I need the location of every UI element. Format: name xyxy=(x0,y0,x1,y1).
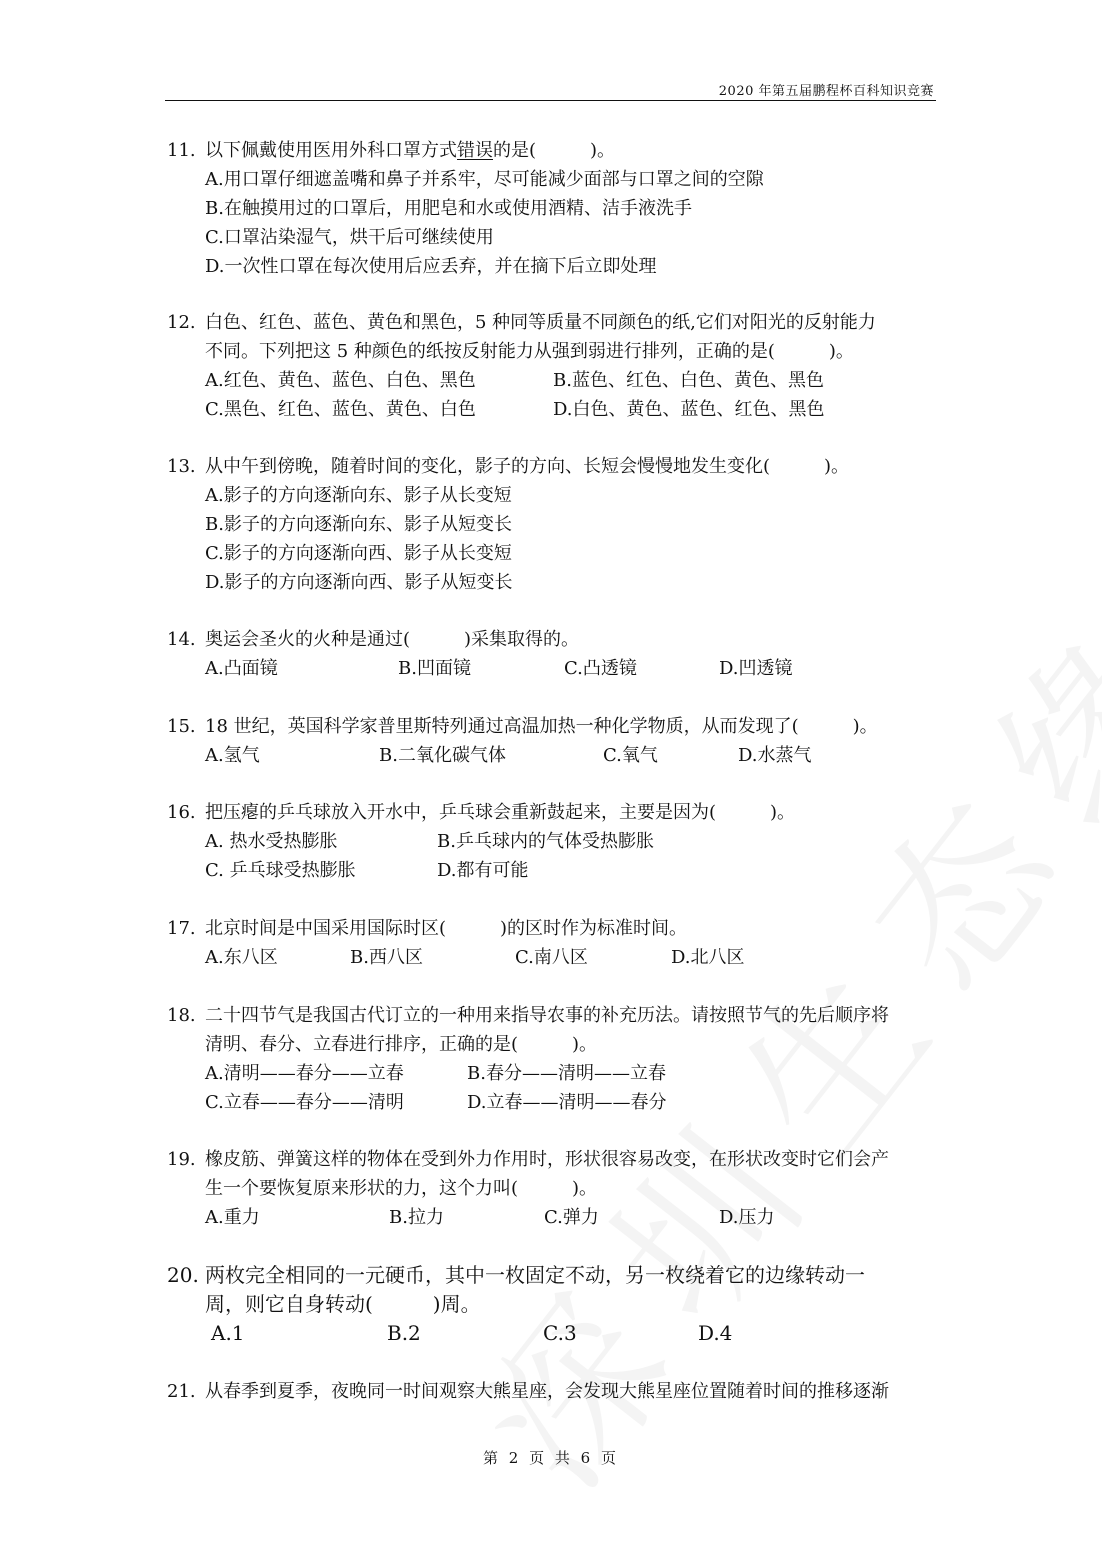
question-stem-line-1: 白色、红色、蓝色、黄色和黑色，5 种同等质量不同颜色的纸,它们对阳光的反射能力 xyxy=(205,312,876,333)
option-b: B.春分——清明——立春 xyxy=(467,1063,666,1084)
option-a: A. 热水受热膨胀 xyxy=(205,831,338,852)
option-c: C.南八区 xyxy=(515,947,588,968)
option-b: B.乒乓球内的气体受热膨胀 xyxy=(437,831,654,852)
option-b: B.凹面镜 xyxy=(398,658,471,679)
option-c: C.氧气 xyxy=(603,745,658,766)
question-stem-line-2: 清明、春分、立春进行排序，正确的是( )。 xyxy=(205,1034,598,1055)
question-number: 15. xyxy=(167,716,196,737)
option-a: A.重力 xyxy=(205,1207,260,1228)
question-stem-line-2: 周，则它自身转动( )周。 xyxy=(205,1292,481,1316)
option-b: B.拉力 xyxy=(389,1207,444,1228)
option-b: B.蓝色、红色、白色、黄色、黑色 xyxy=(553,370,824,391)
option-a: A.凸面镜 xyxy=(205,658,278,679)
option-d: D.都有可能 xyxy=(437,860,529,881)
option-d: D.4 xyxy=(698,1321,733,1345)
option-c: C.影子的方向逐渐向西、影子从长变短 xyxy=(205,543,512,564)
option-c: C.立春——春分——清明 xyxy=(205,1092,404,1113)
question-stem-line-2: 不同。下列把这 5 种颜色的纸按反射能力从强到弱进行排列，正确的是( )。 xyxy=(205,341,854,362)
question-stem: 从中午到傍晚，随着时间的变化，影子的方向、长短会慢慢地发生变化( )。 xyxy=(205,456,850,477)
option-b: B.影子的方向逐渐向东、影子从短变长 xyxy=(205,514,512,535)
option-c: C.口罩沾染湿气，烘干后可继续使用 xyxy=(205,227,494,248)
option-c: C.弹力 xyxy=(544,1207,599,1228)
question-number: 16. xyxy=(167,802,196,823)
option-d: D.立春——清明——春分 xyxy=(467,1092,667,1113)
question-stem-line-1: 两枚完全相同的一元硬币，其中一枚固定不动，另一枚绕着它的边缘转动一 xyxy=(205,1263,865,1287)
option-b: B.二氧化碳气体 xyxy=(379,745,506,766)
option-d: D.影子的方向逐渐向西、影子从短变长 xyxy=(205,572,513,593)
question-number: 21. xyxy=(167,1381,196,1402)
question-number: 14. xyxy=(167,629,196,650)
option-d: D.白色、黄色、蓝色、红色、黑色 xyxy=(553,399,825,420)
page-header-title: 2020 年第五届鹏程杯百科知识竞赛 xyxy=(718,84,934,99)
option-d: D.凹透镜 xyxy=(719,658,793,679)
emphasis-word: 错误 xyxy=(457,140,493,161)
question-number: 19. xyxy=(167,1149,196,1170)
option-a: A.东八区 xyxy=(205,947,278,968)
option-b: B.在触摸用过的口罩后，用肥皂和水或使用酒精、洁手液洗手 xyxy=(205,198,692,219)
question-number: 11. xyxy=(167,140,196,161)
question-stem: 以下佩戴使用医用外科口罩方式错误的是( )。 xyxy=(205,140,616,161)
question-stem: 18 世纪，英国科学家普里斯特列通过高温加热一种化学物质，从而发现了( )。 xyxy=(205,716,878,737)
question-stem-line-1: 二十四节气是我国古代订立的一种用来指导农事的补充历法。请按照节气的先后顺序将 xyxy=(205,1005,889,1026)
option-d: D.压力 xyxy=(719,1207,775,1228)
option-a: A.用口罩仔细遮盖嘴和鼻子并系牢，尽可能减少面部与口罩之间的空隙 xyxy=(205,169,764,190)
question-stem: 北京时间是中国采用国际时区( )的区时作为标准时间。 xyxy=(205,918,688,939)
option-d: D.一次性口罩在每次使用后应丢弃，并在摘下后立即处理 xyxy=(205,256,657,277)
question-number: 12. xyxy=(167,312,196,333)
page-number-footer: 第 2 页 共 6 页 xyxy=(483,1449,619,1467)
question-number: 13. xyxy=(167,456,196,477)
option-d: D.水蒸气 xyxy=(738,745,812,766)
option-c: C.3 xyxy=(543,1321,577,1345)
question-number: 18. xyxy=(167,1005,196,1026)
question-number: 17. xyxy=(167,918,196,939)
option-a: A.清明——春分——立春 xyxy=(205,1063,404,1084)
question-stem-line-1: 橡皮筋、弹簧这样的物体在受到外力作用时，形状很容易改变，在形状改变时它们会产 xyxy=(205,1149,889,1170)
question-stem-line-2: 生一个要恢复原来形状的力，这个力叫( )。 xyxy=(205,1178,598,1199)
option-a: A.影子的方向逐渐向东、影子从长变短 xyxy=(205,485,512,506)
option-b: B.西八区 xyxy=(350,947,423,968)
option-a: A.1 xyxy=(211,1321,245,1345)
question-stem: 把压瘪的乒乓球放入开水中，乒乓球会重新鼓起来，主要是因为( )。 xyxy=(205,802,796,823)
option-d: D.北八区 xyxy=(671,947,745,968)
question-number: 20. xyxy=(167,1263,199,1287)
option-a: A.氢气 xyxy=(205,745,260,766)
option-c: C. 乒乓球受热膨胀 xyxy=(205,860,356,881)
header-divider xyxy=(165,100,936,101)
question-stem: 从春季到夏季，夜晚同一时间观察大熊星座，会发现大熊星座位置随着时间的推移逐渐 xyxy=(205,1381,889,1402)
option-c: C.凸透镜 xyxy=(564,658,637,679)
option-a: A.红色、黄色、蓝色、白色、黑色 xyxy=(205,370,476,391)
question-stem: 奥运会圣火的火种是通过( )采集取得的。 xyxy=(205,629,580,650)
option-c: C.黑色、红色、蓝色、黄色、白色 xyxy=(205,399,476,420)
option-b: B.2 xyxy=(387,1321,421,1345)
